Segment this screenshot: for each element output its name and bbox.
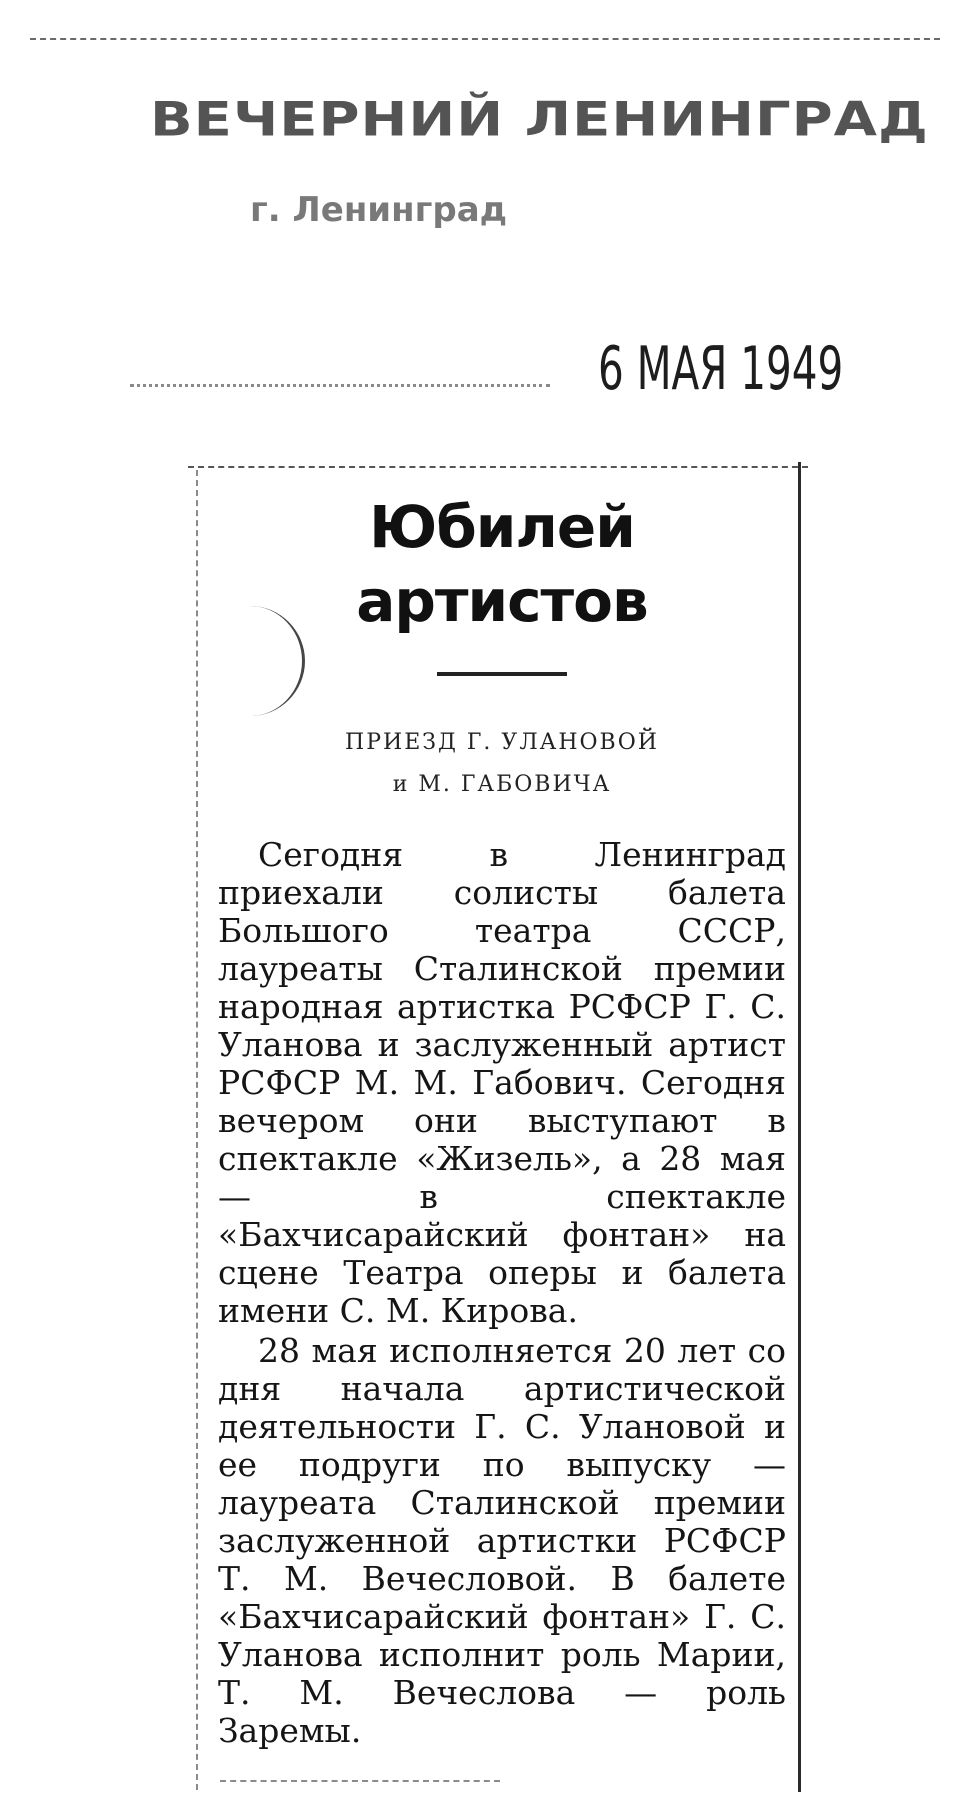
clipping-top-edge <box>188 466 808 468</box>
paragraph-2: 28 мая исполняется 20 лет со дня начала артистической деятельности Г. С. Улановой и ее подруги по выпуску — лауреата Сталинской премии заслуженной артистки РСФСР Т. М. Вечесловой. В балете «Бахчисарайский фонтан» Г. С. Уланова исполнит роль Марии, Т. М. Вечеслова — роль Заремы. <box>218 1331 786 1750</box>
article-subhead <box>218 722 786 806</box>
column-rule <box>798 462 801 1792</box>
headline-divider <box>437 672 567 676</box>
article-body <box>218 836 786 1750</box>
newspaper-masthead: ВЕЧЕРНИЙ ЛЕНИНГРАД <box>150 92 929 148</box>
article-headline <box>218 490 786 638</box>
clipping-bottom-edge <box>220 1780 500 1782</box>
stamp-smudge <box>130 384 550 387</box>
paragraph-1: Сегодня в Ленинград приехали солисты балета Большого театра СССР, лауреаты Сталинской премии народная артистка РСФСР Г. С. Уланова и заслуженный артист РСФСР М. М. Габович. Сегодня вечером они выступают в спектакле «Жизель», а 28 мая — в спектакле «Бахчисарайский фонтан» на сцене Театра оперы и балета имени С. М. Кирова. <box>218 835 786 1330</box>
masthead-subtitle: г. Ленинград <box>250 190 508 230</box>
headline-line-2: артистов <box>356 567 648 635</box>
headline-line-1: Юбилей <box>369 493 635 561</box>
subhead-line-2: и М. ГАБОВИЧА <box>392 772 612 797</box>
news-article <box>218 490 786 1752</box>
clipping-left-edge <box>196 470 198 1790</box>
date-stamp: 6 МАЯ 1949 <box>598 334 844 404</box>
top-clipping-rule <box>30 38 940 40</box>
subhead-line-1: ПРИЕЗД Г. УЛАНОВОЙ <box>345 730 659 755</box>
